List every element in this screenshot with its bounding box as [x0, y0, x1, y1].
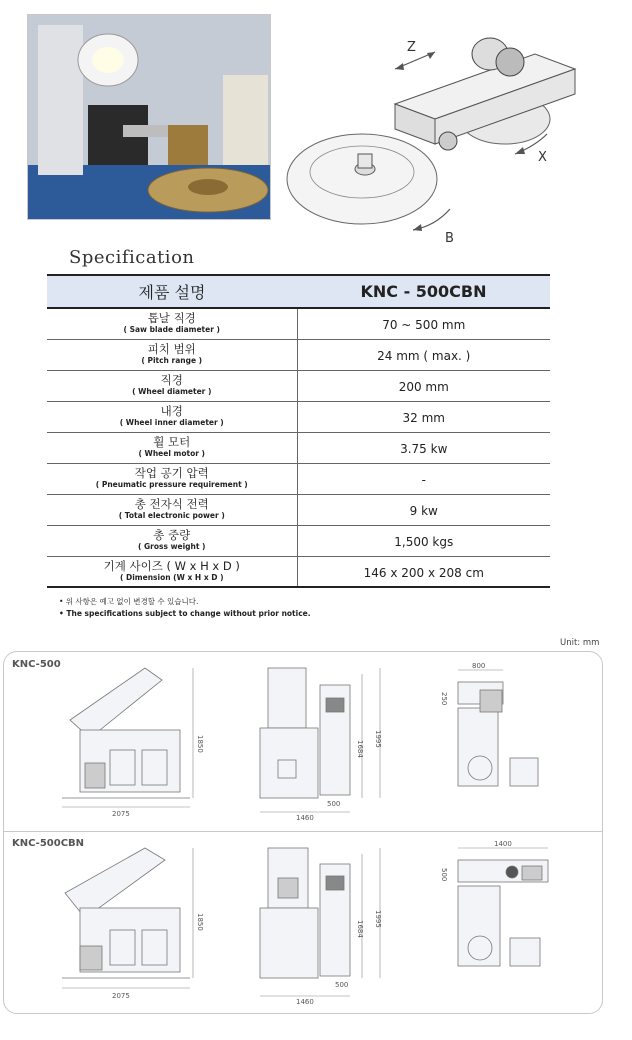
table-row — [47, 401, 550, 432]
row-value: 9 kw — [409, 504, 438, 518]
panel-divider — [4, 831, 602, 832]
table-row — [47, 494, 550, 525]
note-en: • The specifications subject to change without prior notice. — [59, 609, 311, 618]
row-value: 24 mm ( max. ) — [377, 349, 471, 363]
side-height-1: 1850 — [196, 735, 204, 753]
table-row — [47, 525, 550, 556]
spec-table — [47, 274, 550, 588]
row-label-ko: 톱날 직경 — [147, 311, 196, 326]
front-width-small-2: 500 — [335, 981, 349, 989]
row-label-ko: 직경 — [160, 373, 183, 387]
front-width-small-1: 500 — [327, 800, 341, 808]
top-width-1: 800 — [472, 662, 486, 670]
front-view-2 — [260, 848, 350, 978]
header-right: KNC - 500CBN — [297, 275, 550, 308]
top-depth-2: 500 — [440, 868, 448, 882]
row-label-en: ( Pneumatic pressure requirement ) — [95, 480, 248, 489]
row-value: 146 x 200 x 208 cm — [363, 565, 484, 580]
front-width-2: 1460 — [296, 998, 314, 1006]
row-label-ko: 기계 사이즈 ( W x H x D ) — [103, 558, 240, 573]
model-name-2: KNC-500CBN — [12, 838, 85, 849]
row-label-ko: 작업 공기 압력 — [134, 466, 209, 480]
row-label-en: ( Wheel diameter ) — [132, 387, 212, 396]
row-label-ko: 총 중량 — [153, 528, 191, 542]
row-value: 1,500 kgs — [394, 535, 454, 549]
row-label-en: ( Total electronic power ) — [118, 511, 225, 520]
row-value: 32 mm — [402, 411, 445, 425]
row-value: - — [421, 473, 426, 487]
header-left: 제품 설명 — [47, 275, 297, 308]
row-label-ko: 피치 범위 — [147, 342, 196, 356]
model-name-1: KNC-500 — [12, 659, 61, 670]
table-row — [47, 339, 550, 370]
unit-label: Unit: mm — [560, 638, 600, 648]
knc500-drawings — [50, 660, 580, 825]
table-row — [47, 556, 550, 587]
table-row — [47, 308, 550, 339]
side-view-1 — [62, 668, 190, 798]
row-label-ko: 휠 모터 — [153, 435, 191, 449]
machine-photo — [27, 14, 271, 220]
row-value: 70 ~ 500 mm — [382, 318, 466, 333]
row-value: 3.75 kw — [400, 442, 448, 456]
front-height-1a: 1684 — [356, 740, 364, 758]
side-width-1: 2075 — [112, 810, 130, 818]
table-row — [47, 463, 550, 494]
front-height-1b: 1995 — [374, 730, 382, 748]
spec-table-header — [47, 275, 550, 308]
row-label-en: ( Dimension (W x H x D ) — [119, 572, 224, 582]
side-height-2: 1850 — [196, 913, 204, 931]
row-label-en: ( Wheel inner diameter ) — [119, 418, 224, 427]
spec-title: Specification — [69, 247, 195, 268]
row-label-ko: 내경 — [160, 404, 183, 418]
top-depth-1: 250 — [440, 692, 448, 706]
row-label-en: ( Saw blade diameter ) — [123, 325, 220, 335]
front-view-1 — [260, 668, 350, 798]
row-label-en: ( Wheel motor ) — [138, 449, 205, 458]
note-ko: • 위 사항은 예고 없이 변경할 수 있습니다. — [59, 597, 199, 606]
row-label-ko: 총 전자식 전력 — [134, 497, 209, 511]
axis-b-label: B — [445, 231, 454, 244]
knc500cbn-drawings — [50, 838, 580, 1008]
front-height-2a: 1684 — [356, 920, 364, 938]
front-height-2b: 1995 — [374, 910, 382, 928]
top-view-2 — [458, 860, 548, 966]
notes — [59, 596, 311, 620]
side-width-2: 2075 — [112, 992, 130, 1000]
side-view-2 — [62, 848, 190, 978]
axis-diagram — [285, 14, 590, 244]
row-label-en: ( Pitch range ) — [141, 356, 203, 365]
front-width-1: 1460 — [296, 814, 314, 822]
table-row — [47, 432, 550, 463]
top-width-2: 1400 — [494, 840, 512, 848]
axis-z-label: Z — [407, 40, 416, 55]
row-label-en: ( Gross weight ) — [137, 542, 206, 551]
row-value: 200 mm — [398, 380, 449, 394]
machine-photo-illustration — [28, 15, 271, 220]
top-view-1 — [458, 682, 538, 786]
table-row — [47, 370, 550, 401]
axis-x-label: X — [538, 150, 547, 165]
